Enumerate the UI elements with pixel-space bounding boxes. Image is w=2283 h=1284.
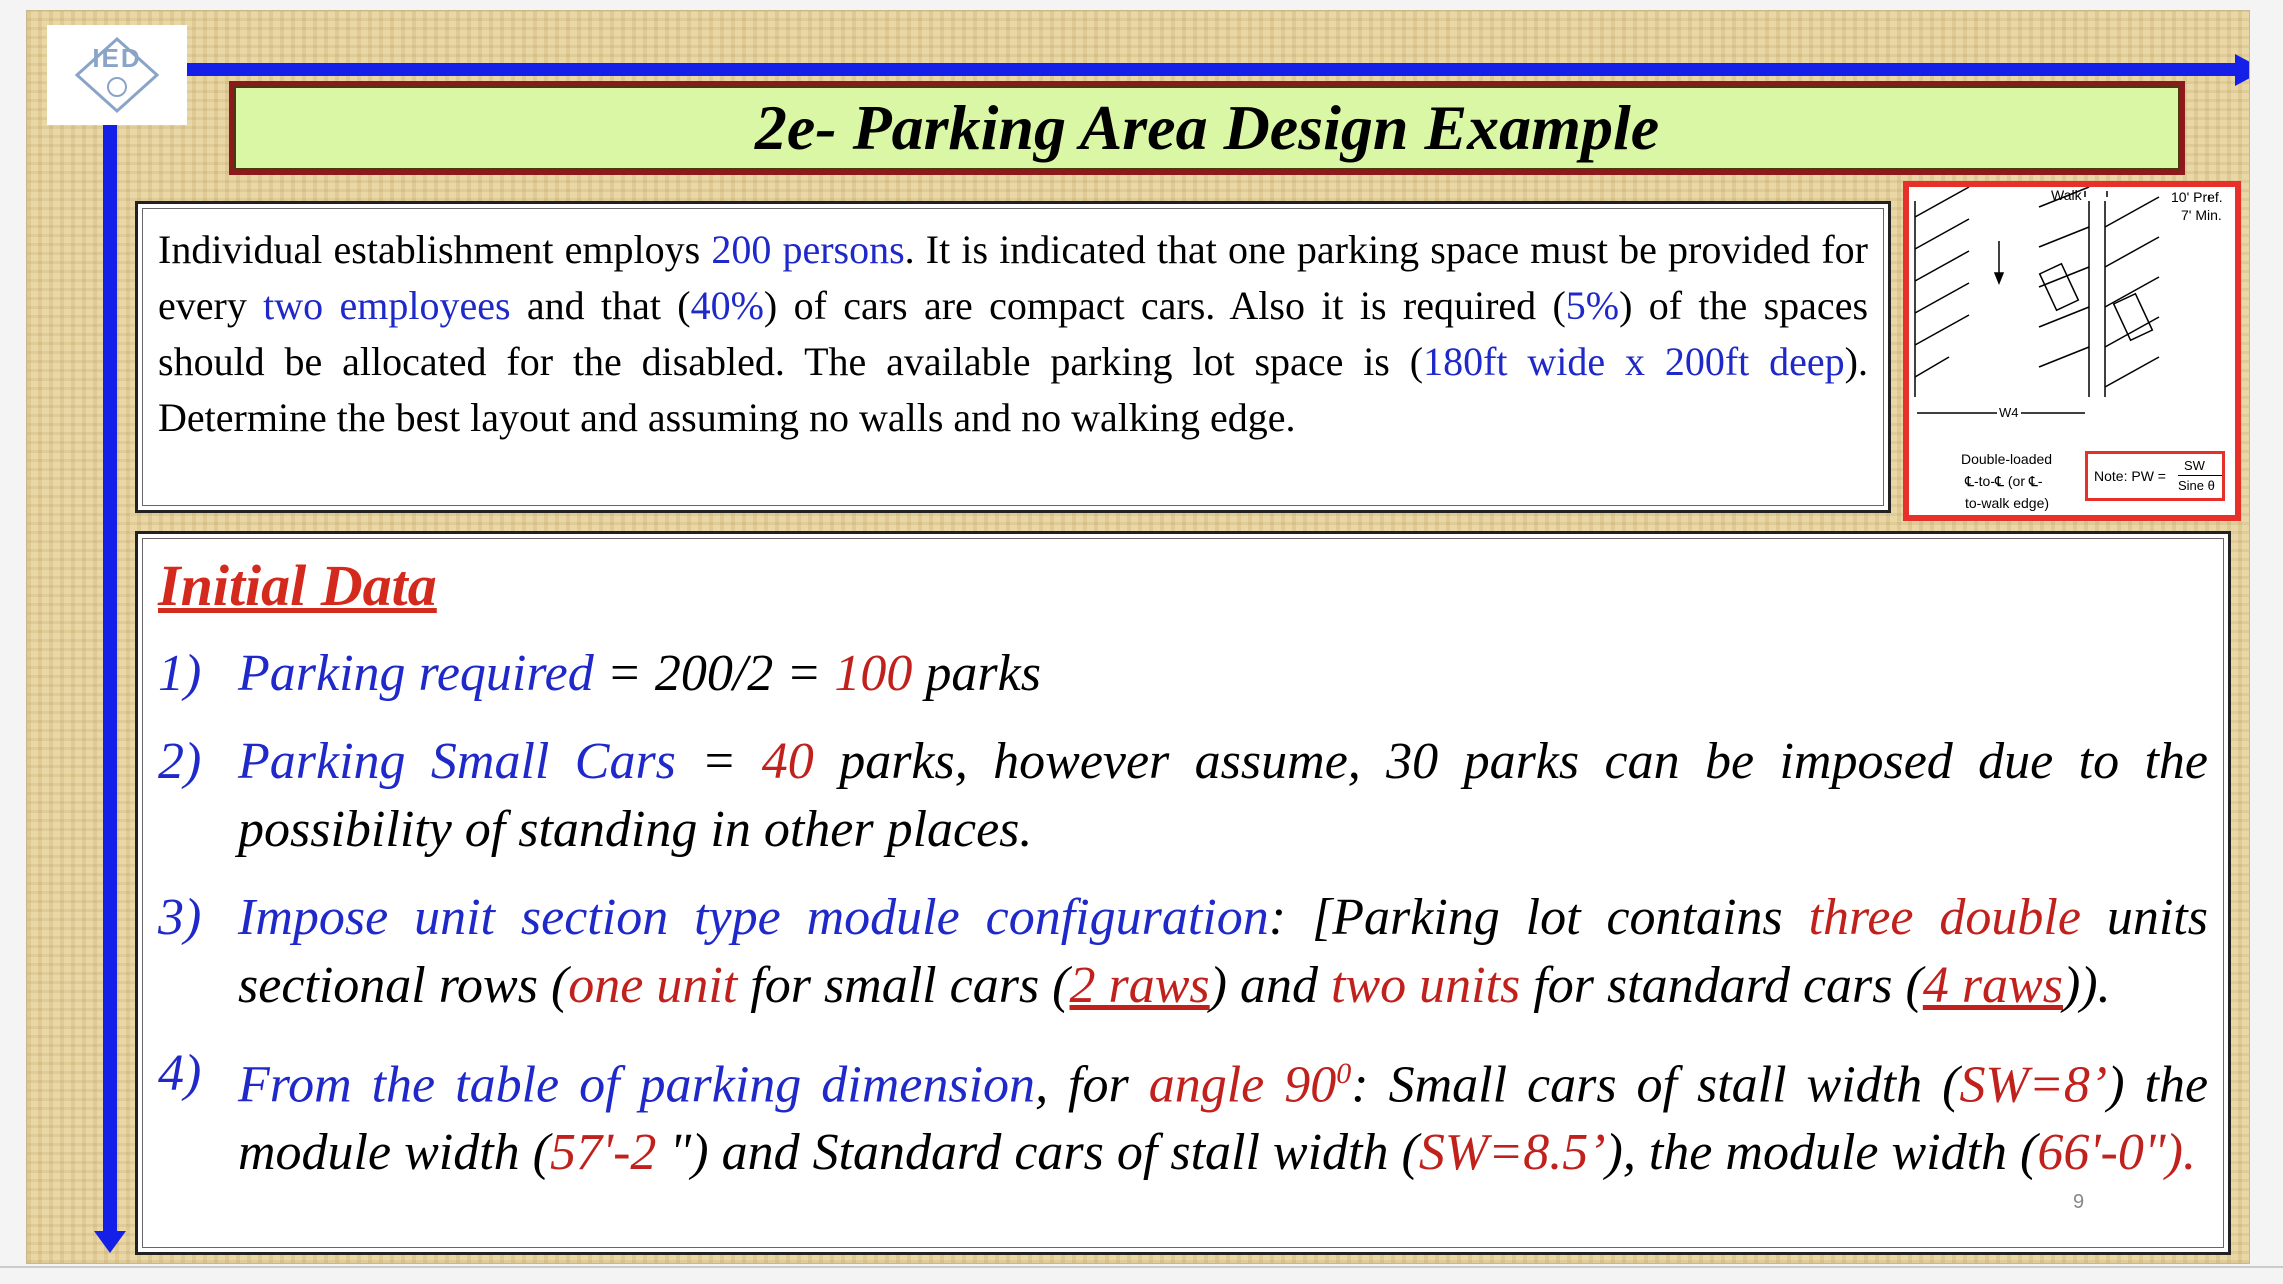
item-text: : Small cars of stall width ( bbox=[1351, 1056, 1960, 1114]
logo-text: IED bbox=[92, 43, 142, 73]
problem-highlight: 200 persons bbox=[711, 227, 905, 272]
initial-data-panel bbox=[135, 531, 2231, 1255]
item-value: 40 bbox=[761, 733, 814, 790]
note-prefix: Note: PW = bbox=[2094, 468, 2166, 484]
min-label: 7' Min. bbox=[2181, 207, 2222, 223]
item-text: ) the module width ( bbox=[238, 1056, 2209, 1182]
item-text: for standard cars ( bbox=[1520, 957, 1923, 1014]
slide bbox=[26, 10, 2250, 1264]
data-item-1 bbox=[158, 640, 2208, 708]
arrow-right-icon bbox=[2235, 54, 2250, 86]
item-label: Parking required bbox=[238, 645, 594, 702]
item-label: Parking Small Cars bbox=[238, 733, 676, 790]
item-value: angle 90 bbox=[1148, 1056, 1337, 1114]
problem-highlight: two employees bbox=[263, 283, 511, 328]
caption-line-3: to-walk edge) bbox=[1965, 495, 2050, 511]
problem-highlight: 5% bbox=[1565, 283, 1620, 328]
data-item-3 bbox=[158, 884, 2208, 1020]
pref-label: 10' Pref. bbox=[2171, 189, 2223, 205]
item-value: SW=8’ bbox=[1959, 1056, 2108, 1114]
item-value: 2 raws bbox=[1069, 957, 1210, 1014]
item-text: = 200/2 = bbox=[593, 645, 835, 702]
note-fraction-bar bbox=[2178, 475, 2222, 476]
problem-text: ) of the spaces should be allocated for the disabled. The available parking lot space is ( bbox=[158, 283, 1869, 384]
walk-label: Walk bbox=[2051, 187, 2082, 203]
note-denominator: Sine θ bbox=[2178, 478, 2215, 493]
item-text: = bbox=[675, 733, 762, 790]
caption-line-1: Double-loaded bbox=[1961, 451, 2053, 467]
problem-text: Individual establishment employs bbox=[158, 227, 712, 272]
problem-highlight: 180ft wide x 200ft deep bbox=[1423, 339, 1845, 384]
item-value: 57'-2 bbox=[549, 1124, 670, 1182]
caption-line-2: ℄-to-℄ (or ℄- bbox=[1965, 473, 2043, 489]
item-value: 4 raws bbox=[1922, 957, 2063, 1014]
problem-text: ) of cars are compact cars. Also it is required ( bbox=[763, 283, 1566, 328]
item-text: ") and Standard cars of stall width ( bbox=[669, 1124, 1419, 1182]
problem-text: ). Determine the best layout and assuming no walls and no walking edge. bbox=[158, 339, 1868, 440]
item-number: 1) bbox=[158, 645, 202, 702]
item-text: , for bbox=[1035, 1056, 1149, 1114]
data-item-4 bbox=[158, 1040, 2208, 1187]
item-value: SW=8.5’ bbox=[1418, 1124, 1606, 1182]
item-value: 66'-0") bbox=[2037, 1124, 2183, 1182]
bottom-divider bbox=[0, 1266, 2283, 1268]
item-number: 4) bbox=[158, 1045, 202, 1102]
item-text: ), the module width ( bbox=[1605, 1124, 2038, 1182]
item-label: Impose unit section type module configuration bbox=[238, 889, 1269, 946]
page-number: 9 bbox=[2073, 1191, 2085, 1213]
item-label: From the table of parking dimension bbox=[238, 1056, 1036, 1114]
data-item-2 bbox=[158, 728, 2208, 864]
vertical-blue-bar bbox=[103, 33, 117, 1233]
item-value: three double bbox=[1808, 889, 2081, 946]
item-text: parks, however assume, 30 parks can be imposed due to the possibility of standing in other places. bbox=[238, 733, 2208, 858]
title-banner bbox=[229, 81, 2185, 175]
problem-text: . It is indicated that one parking space must be provided for every bbox=[158, 227, 1868, 328]
parking-diagram bbox=[1903, 181, 2241, 521]
item-number: 2) bbox=[158, 733, 202, 790]
horizontal-blue-bar bbox=[103, 63, 2243, 76]
problem-text: and that ( bbox=[510, 283, 691, 328]
item-text: . bbox=[2182, 1124, 2196, 1182]
arrow-down-icon bbox=[94, 1231, 126, 1253]
problem-highlight: 40% bbox=[690, 283, 764, 328]
item-number: 3) bbox=[158, 889, 202, 946]
item-superscript: 0 bbox=[1336, 1057, 1352, 1090]
item-text: )). bbox=[2062, 957, 2111, 1014]
item-text: for small cars ( bbox=[737, 957, 1070, 1014]
note-numerator: SW bbox=[2184, 458, 2205, 473]
item-text: parks bbox=[912, 645, 1041, 702]
item-text: : [Parking lot contains bbox=[1268, 889, 1809, 946]
item-text: units sectional rows ( bbox=[238, 889, 2208, 1014]
page-title: 2e- Parking Area Design Example bbox=[754, 92, 1660, 163]
note-box bbox=[2085, 451, 2225, 501]
item-value: 100 bbox=[834, 645, 913, 702]
item-value: two units bbox=[1331, 957, 1521, 1014]
problem-statement bbox=[135, 201, 1891, 513]
logo bbox=[47, 25, 187, 125]
item-value: one unit bbox=[568, 957, 738, 1014]
w4-label: W4 bbox=[1999, 405, 2019, 420]
parking-layout-drawing bbox=[1909, 187, 2235, 447]
item-text: ) and bbox=[1209, 957, 1331, 1014]
logo-emblem-icon bbox=[47, 25, 187, 125]
initial-data-heading: Initial Data bbox=[158, 553, 437, 618]
